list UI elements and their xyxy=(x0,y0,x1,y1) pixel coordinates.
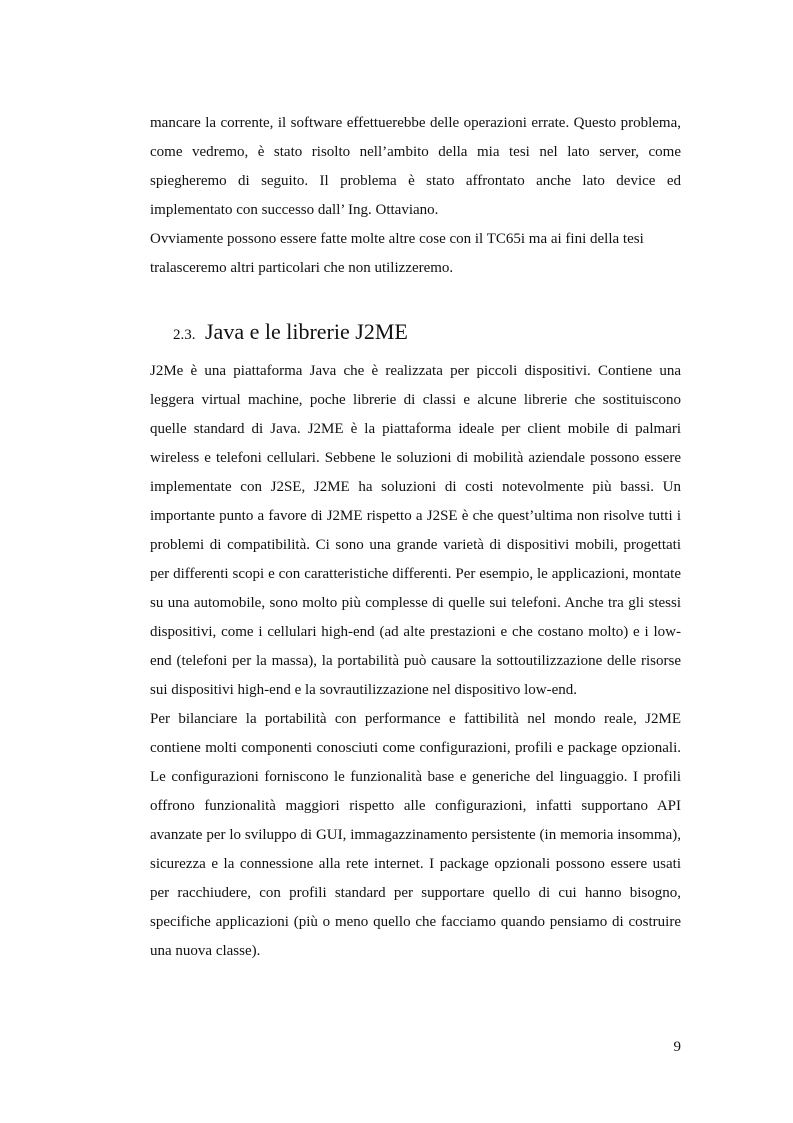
section-heading xyxy=(173,317,408,350)
paragraph: Per bilanciare la portabilità con performance e fattibilità nel mondo reale, J2ME contiene molti componenti conosciuti come configurazioni, profili e package opzionali. Le configurazioni forniscono le funzionalità base e generiche del linguaggio. I profili offrono funzionalità maggiori rispetto alle configurazioni, infatti supportano API avanzate per lo sviluppo di GUI, immagazzinamento persistente (in memoria insomma), sicurezza e la connessione alla rete internet. I package opzionali possono essere usati per racchiudere, con profili standard per supportare quello di cui hanno bisogno, specifiche applicazioni (più o meno quello che facciamo quando pensiamo di costruire una nuova classe). xyxy=(150,711,681,959)
section-body xyxy=(150,357,681,966)
paragraph: mancare la corrente, il software effettuerebbe delle operazioni errate. Questo problema, come vedremo, è stato risolto nell’ambito della mia tesi nel lato server, come spiegheremo di seguito. Il problema è stato affrontato anche lato device ed implementato con successo dall’ Ing. Ottaviano. xyxy=(150,115,681,218)
paragraph: J2Me è una piattaforma Java che è realizzata per piccoli dispositivi. Contiene una leggera virtual machine, poche librerie di classi e alcune librerie che sostituiscono quelle standard di Java. J2ME è la piattaforma ideale per client mobile di palmari wireless e telefoni cellulari. Sebbene le soluzioni di mobilità aziendale possono essere implementate con J2SE, J2ME ha soluzioni di costi notevolmente più bassi. Un importante punto a favore di J2ME rispetto a J2SE è che quest’ultima non risolve tutti i problemi di compatibilità. Ci sono una grande varietà di dispositivi mobili, progettati per differenti scopi e con caratteristiche differenti. Per esempio, le applicazioni, montate su una automobile, sono molto più complesse di quelle sui telefoni. Anche tra gli stessi dispositivi, come i cellulari high-end (ad alte prestazioni e che costano molto) e i low-end (telefoni per la massa), la portabilità può causare la sottoutilizzazione delle risorse sui dispositivi high-end e la sovrautilizzazione nel dispositivo low-end. xyxy=(150,363,681,698)
section-title: Java e le librerie J2ME xyxy=(205,319,408,344)
intro-text xyxy=(150,109,681,283)
paragraph: Ovviamente possono essere fatte molte altre cose con il TC65i ma ai fini della tesi tralasceremo altri particolari che non utilizzeremo. xyxy=(150,231,644,276)
section-number: 2.3. xyxy=(173,327,196,343)
page-number: 9 xyxy=(673,1039,681,1055)
